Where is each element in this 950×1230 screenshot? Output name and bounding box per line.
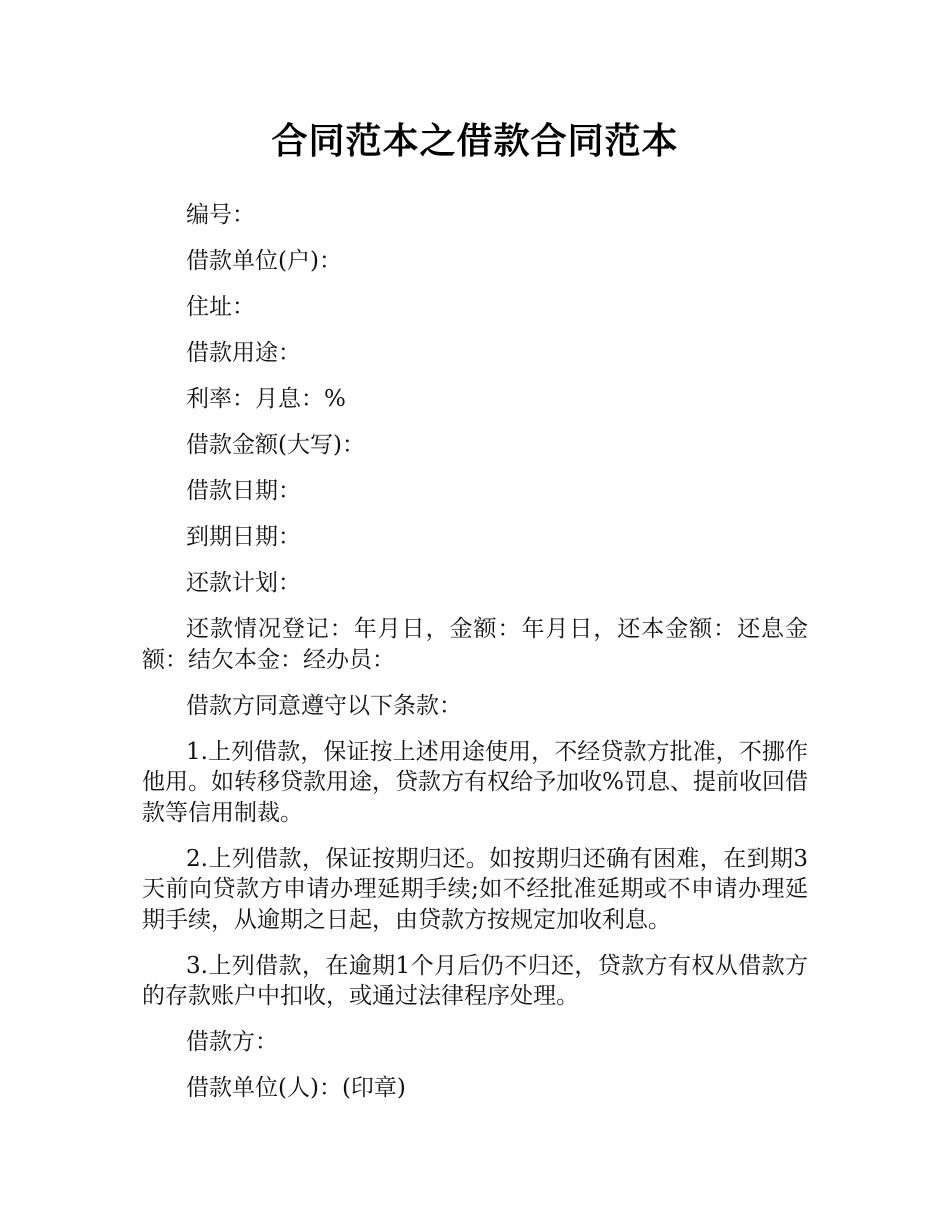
signature-borrower-label: 借款方： — [186, 1029, 278, 1055]
field-loan-purpose: 借款用途： — [186, 340, 301, 366]
document-title: 合同范本之借款合同范本 — [271, 121, 679, 162]
field-repayment-record: 还款情况登记：年月日，金额：年月日，还本金额：还息金额：结欠本金：经办员： — [142, 616, 808, 673]
term-clause-1: 1.上列借款，保证按上述用途使用，不经贷款方批准，不挪作他用。如转移贷款用途，贷款方有权给予加收%罚息、提前收回借款等信用制裁。 — [142, 738, 808, 826]
field-repayment-plan: 还款计划： — [186, 570, 301, 596]
field-borrower-unit: 借款单位(户)： — [186, 248, 342, 274]
field-loan-amount: 借款金额(大写)： — [186, 432, 365, 458]
field-address: 住址： — [186, 294, 255, 320]
terms-intro: 借款方同意遵守以下条款： — [186, 692, 462, 719]
document-body — [142, 200, 808, 1119]
field-interest-rate: 利率：月息：% — [186, 386, 346, 412]
field-due-date: 到期日期： — [186, 524, 301, 550]
field-loan-date: 借款日期： — [186, 478, 301, 504]
term-clause-3: 3.上列借款，在逾期1个月后仍不归还，贷款方有权从借款方的存款账户中扣收，或通过法律程序处理。 — [142, 952, 808, 1009]
signature-borrower-unit: 借款单位(人)：(印章) — [186, 1075, 406, 1101]
term-clause-2: 2.上列借款，保证按期归还。如按期归还确有困难，在到期3天前向贷款方申请办理延期手续;如不经批准延期或不申请办理延期手续，从逾期之日起，由贷款方按规定加收利息。 — [142, 845, 808, 933]
field-serial-number: 编号： — [186, 202, 255, 228]
